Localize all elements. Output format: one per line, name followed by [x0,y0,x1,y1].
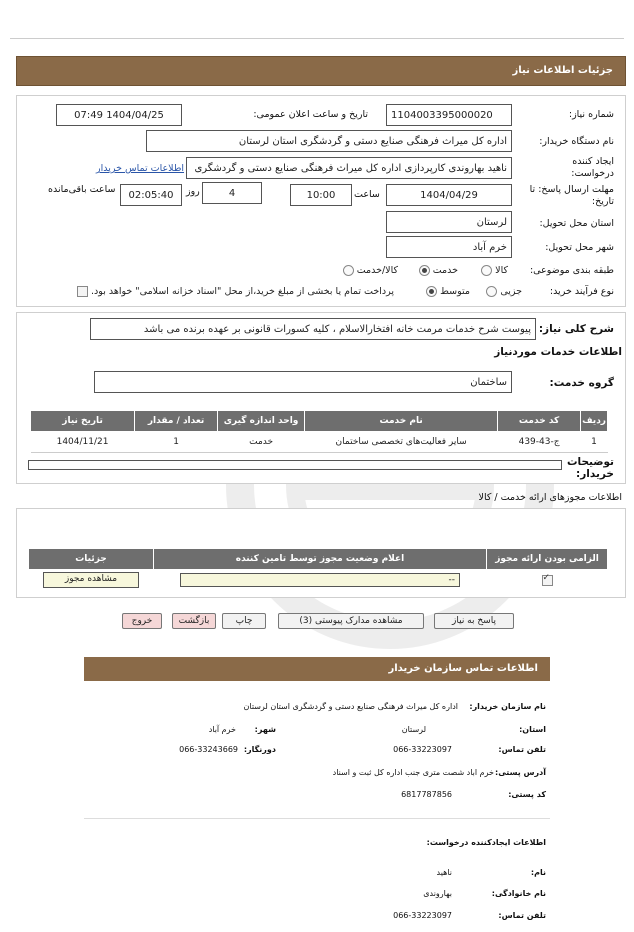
process-option-medium[interactable]: متوسط [426,286,470,297]
cell-unit: خدمت [218,432,305,453]
col-service-code: کد خدمت [498,411,581,432]
contact-address-label: آدرس پستی: [495,768,546,777]
requester-field: ناهید بهاروندی کارپردازی اداره کل میراث فرهنگی صنایع دستی و گردشگری [186,157,512,179]
category-option-both[interactable]: کالا/خدمت [343,265,398,276]
contact-postal: 6817787856 [401,790,452,799]
city-label: شهر محل تحویل: [545,242,614,253]
col-service-name: نام خدمت [305,411,498,432]
creator-family-label: نام خانوادگی: [491,889,546,898]
col-need-date: تاریخ نیاز [31,411,135,432]
category-option-service[interactable]: خدمت [419,265,458,276]
permit-status-field[interactable]: -- [180,573,460,587]
attachments-button[interactable]: مشاهده مدارک پیوستی (3) [278,613,424,629]
contact-org: اداره کل میراث فرهنگی صنایع دستی و گردشگری استان لرستان [243,702,458,711]
contact-header: اطلاعات تماس سازمان خریدار [84,657,550,681]
creator-title: اطلاعات ایجادکننده درخواست: [426,838,546,847]
announce-date-label: تاریخ و ساعت اعلان عمومی: [253,109,368,120]
services-table-header [31,411,608,432]
buyer-contact-link[interactable]: اطلاعات تماس خریدار [96,163,185,174]
province-field: لرستان [386,211,512,233]
need-number-label: شماره نیاز: [568,109,614,120]
process-label: نوع فرآیند خرید: [549,286,614,297]
days-field: 4 [202,182,262,204]
deadline-time-field: 10:00 [290,184,352,206]
remaining-time-label: ساعت باقی‌مانده [48,184,116,195]
col-permit-required: الزامی بودن ارائه مجوز [487,549,608,570]
contact-province: لرستان [401,725,426,734]
buyer-notes-field [28,460,562,470]
summary-text: پیوست شرح خدمات مرمت خانه افتخارالاسلام ، کلیه کسورات قانونی بر عهده برنده می باشد [90,318,536,340]
permits-title: اطلاعات مجوزهای ارائه خدمت / کالا [478,492,622,503]
creator-phone: 066-33223097 [393,911,452,920]
print-button[interactable]: چاپ [222,613,266,629]
col-unit: واحد اندازه گیری [218,411,305,432]
page-header: جزئیات اطلاعات نیاز [16,56,626,86]
creator-name-label: نام: [530,868,546,877]
contact-address: خرم اباد شصت متری جنب اداره کل ثبت و اسناد [332,768,494,777]
contact-province-label: استان: [519,725,546,734]
view-permit-button[interactable]: مشاهده مجوز [43,572,139,588]
category-label: طبقه بندی موضوعی: [529,265,614,276]
city-field: خرم آباد [386,236,512,258]
buyer-notes-label: توضیحات خریدار: [566,456,614,480]
cell-need-date: 1404/11/21 [31,432,135,453]
creator-family: بهاروندی [423,889,452,898]
contact-fax: 066-33243669 [179,745,238,754]
deadline-label: مهلت ارسال پاسخ: تا تاریخ: [529,184,614,207]
col-permit-details: جزئیات [29,549,154,570]
top-divider [10,38,624,39]
permit-required-checkbox[interactable] [542,575,553,586]
exit-button[interactable]: خروج [122,613,162,629]
contact-divider [84,818,550,819]
contact-phone-label: تلفن تماس: [498,745,546,754]
remaining-time-field: 02:05:40 [120,184,182,206]
permits-table-header [29,549,608,570]
service-group-field: ساختمان [94,371,512,393]
reply-button[interactable]: پاسخ به نیاز [434,613,514,629]
creator-phone-label: تلفن تماس: [498,911,546,920]
contact-city-label: شهر: [254,725,276,734]
creator-name: ناهید [436,868,452,877]
col-permit-status: اعلام وضعیت مجوز توسط تامین کننده [154,549,487,570]
buyer-org-field: اداره کل میراث فرهنگی صنایع دستی و گردشگری استان لرستان [146,130,512,152]
contact-postal-label: کد پستی: [508,790,546,799]
contact-org-label: نام سازمان خریدار: [469,702,546,711]
contact-city: خرم آباد [208,725,236,734]
cell-service-code: ج-43-439 [498,432,581,453]
contact-phone: 066-33223097 [393,745,452,754]
services-table [30,410,608,453]
service-group-label: گروه خدمت: [549,377,614,389]
deadline-date-field: 1404/04/29 [386,184,512,206]
back-button[interactable]: بازگشت [172,613,216,629]
announce-date-field: 1404/04/25 07:49 [56,104,182,126]
permit-row [29,570,608,591]
table-row [31,432,608,453]
process-option-minor[interactable]: جزیی [486,286,522,297]
cell-quantity: 1 [135,432,218,453]
province-label: استان محل تحویل: [539,218,614,229]
cell-service-name: سایر فعالیت‌های تخصصی ساختمان [305,432,498,453]
buyer-org-label: نام دستگاه خریدار: [539,136,614,147]
deadline-time-label: ساعت [354,189,380,200]
need-number-field: 1104003395000020 [386,104,512,126]
permits-table [28,548,608,590]
services-title: اطلاعات خدمات موردنیاز [494,346,622,358]
col-quantity: تعداد / مقدار [135,411,218,432]
summary-label: شرح کلی نیاز: [538,323,614,335]
cell-row: 1 [581,432,608,453]
requester-label: ایجاد کننده درخواست: [571,156,614,179]
contact-fax-label: دورنگار: [243,745,276,754]
category-option-goods[interactable]: کالا [481,265,508,276]
days-label: روز [186,186,200,197]
treasury-payment-option[interactable]: پرداخت تمام یا بخشی از مبلغ خرید،از محل "اسناد خزانه اسلامی" خواهد بود. [77,286,394,297]
col-row: ردیف [581,411,608,432]
